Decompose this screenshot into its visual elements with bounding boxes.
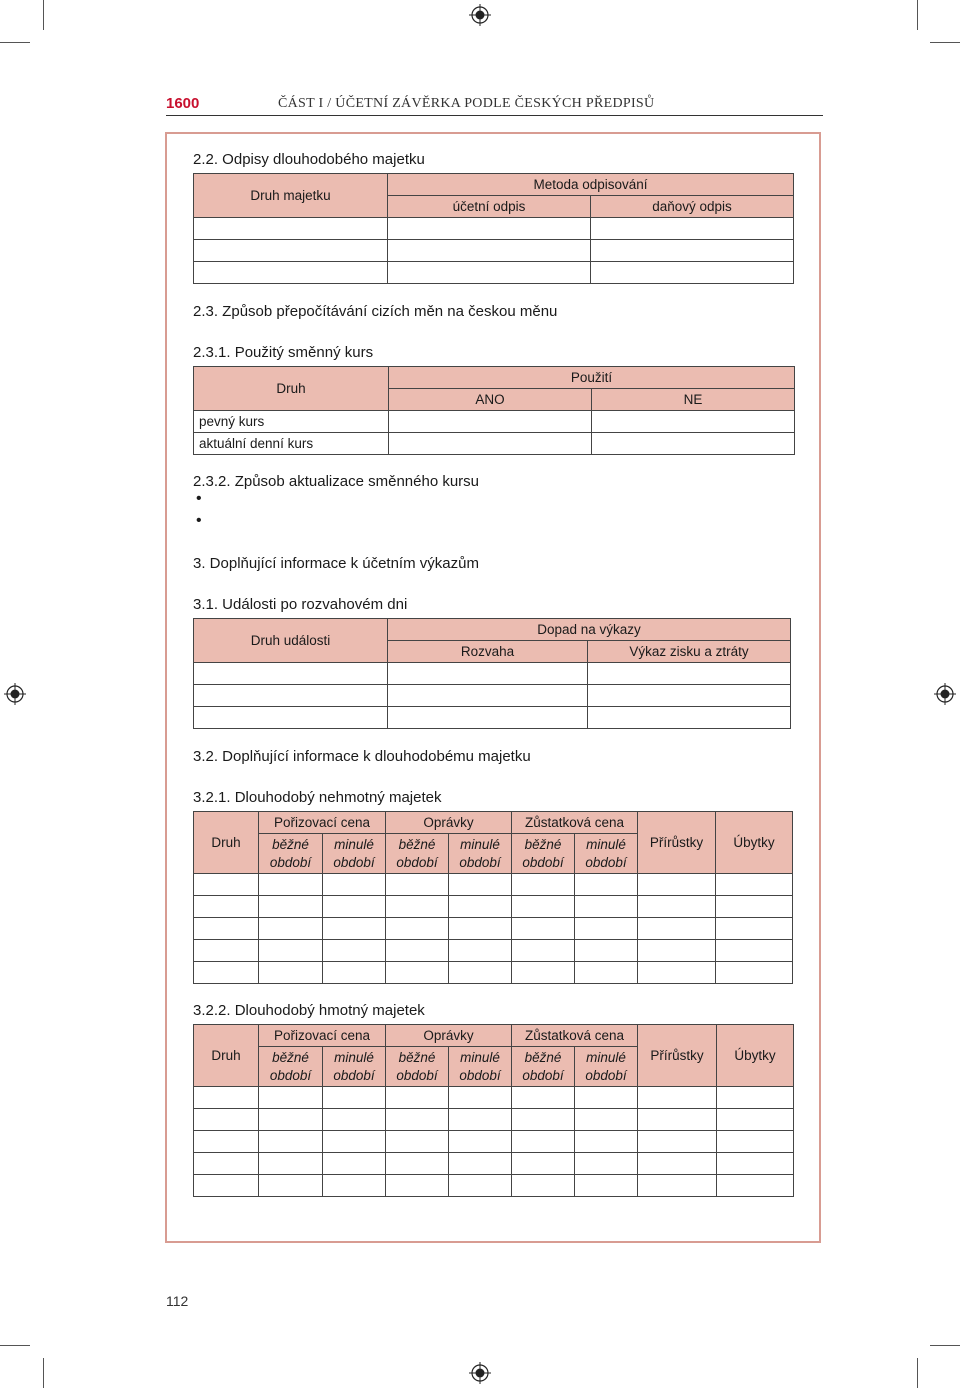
table-cell[interactable]	[323, 874, 386, 896]
table-cell[interactable]	[386, 896, 449, 918]
col-accounting-depreciation: účetní odpis	[388, 196, 591, 218]
table-cell[interactable]	[194, 1153, 259, 1175]
crop-mark	[43, 1358, 44, 1388]
registration-mark-icon	[934, 683, 956, 705]
registration-mark-icon	[4, 683, 26, 705]
crop-mark	[0, 1345, 30, 1346]
table-cell[interactable]	[575, 1109, 638, 1131]
table-cell[interactable]	[591, 218, 794, 240]
heading-2-3-1: 2.3.1. Použitý směnný kurs	[193, 344, 374, 361]
table-cell[interactable]	[638, 874, 716, 896]
col-no: NE	[592, 389, 795, 411]
crop-mark	[43, 0, 44, 30]
table-cell[interactable]	[592, 433, 795, 455]
table-cell[interactable]	[716, 896, 793, 918]
registration-mark-icon	[469, 1362, 491, 1384]
depreciation-table	[193, 173, 794, 284]
heading-3-1: 3.1. Události po rozvahovém dni	[193, 596, 408, 613]
heading-3: 3. Doplňující informace k účetním výkazům	[193, 555, 479, 572]
table-cell[interactable]	[259, 962, 323, 984]
table-cell[interactable]	[386, 940, 449, 962]
table-cell[interactable]	[323, 1109, 386, 1131]
table-cell[interactable]	[716, 940, 793, 962]
table-cell[interactable]	[259, 1153, 323, 1175]
col-decreases: Úbytky	[717, 1025, 794, 1087]
table-cell[interactable]	[194, 896, 259, 918]
col-prior-period: minulé období	[323, 1047, 386, 1087]
col-rate-type: Druh	[194, 367, 389, 411]
table-cell[interactable]	[194, 707, 388, 729]
subsequent-events-table	[193, 618, 791, 729]
table-cell[interactable]	[194, 962, 259, 984]
table-cell[interactable]	[716, 962, 793, 984]
col-depreciation-method: Metoda odpisování	[388, 174, 794, 196]
table-cell[interactable]	[386, 874, 449, 896]
table-cell[interactable]	[449, 1109, 512, 1131]
table-cell[interactable]	[449, 940, 512, 962]
table-cell[interactable]	[638, 962, 716, 984]
table-cell[interactable]	[323, 1175, 386, 1197]
table-cell[interactable]	[259, 1087, 323, 1109]
col-current-period: běžné období	[386, 834, 449, 874]
table-cell[interactable]	[588, 707, 791, 729]
table-cell[interactable]	[389, 411, 592, 433]
table-cell[interactable]	[259, 874, 323, 896]
table-cell[interactable]	[259, 918, 323, 940]
table-cell[interactable]	[194, 1087, 259, 1109]
col-asset-type: Druh majetku	[194, 174, 388, 218]
table-cell[interactable]	[323, 1131, 386, 1153]
table-cell[interactable]	[386, 962, 449, 984]
table-cell[interactable]	[575, 874, 638, 896]
crop-mark	[0, 42, 30, 43]
table-cell[interactable]	[388, 685, 588, 707]
table-cell[interactable]	[259, 1175, 323, 1197]
exchange-rate-table	[193, 366, 795, 455]
table-cell[interactable]	[512, 962, 575, 984]
table-cell[interactable]	[449, 918, 512, 940]
table-cell[interactable]	[717, 1175, 794, 1197]
table-cell[interactable]	[259, 940, 323, 962]
col-usage: Použití	[389, 367, 795, 389]
table-cell[interactable]	[259, 1131, 323, 1153]
table-cell[interactable]	[389, 433, 592, 455]
table-cell[interactable]	[323, 918, 386, 940]
table-cell[interactable]	[388, 262, 591, 284]
table-cell[interactable]	[638, 918, 716, 940]
heading-2-2: 2.2. Odpisy dlouhodobého majetku	[193, 151, 425, 168]
col-prior-period: minulé období	[449, 1047, 512, 1087]
crop-mark	[930, 42, 960, 43]
heading-3-2-2: 3.2.2. Dlouhodobý hmotný majetek	[193, 1002, 425, 1019]
table-cell[interactable]	[575, 896, 638, 918]
table-cell[interactable]	[512, 1153, 575, 1175]
table-cell[interactable]	[575, 918, 638, 940]
table-cell[interactable]	[194, 262, 388, 284]
crop-mark	[930, 1345, 960, 1346]
col-prior-period: minulé období	[323, 834, 386, 874]
table-cell[interactable]	[449, 1131, 512, 1153]
footer-page-number: 112	[166, 1293, 189, 1309]
table-cell[interactable]	[194, 874, 259, 896]
table-cell[interactable]	[259, 896, 323, 918]
table-cell[interactable]	[716, 874, 793, 896]
col-prior-period: minulé období	[575, 1047, 638, 1087]
table-cell[interactable]	[638, 1087, 717, 1109]
tangible-assets-table	[193, 1024, 794, 1197]
heading-2-3-2: 2.3.2. Způsob aktualizace směnného kursu	[193, 473, 480, 490]
table-cell[interactable]	[512, 940, 575, 962]
table-cell[interactable]	[449, 1153, 512, 1175]
col-current-period: běžné období	[512, 834, 575, 874]
crop-mark	[917, 1358, 918, 1388]
col-type: Druh	[194, 1025, 259, 1087]
col-current-period: běžné období	[386, 1047, 449, 1087]
table-cell[interactable]	[194, 940, 259, 962]
table-cell[interactable]	[717, 1153, 794, 1175]
table-cell[interactable]	[717, 1131, 794, 1153]
col-tax-depreciation: daňový odpis	[591, 196, 794, 218]
intangible-assets-table	[193, 811, 793, 984]
table-cell[interactable]	[388, 240, 591, 262]
heading-3-2: 3.2. Doplňující informace k dlouhodobému majetku	[193, 748, 531, 765]
col-yes: ANO	[389, 389, 592, 411]
table-cell[interactable]	[512, 874, 575, 896]
heading-3-2-1: 3.2.1. Dlouhodobý nehmotný majetek	[193, 789, 442, 806]
table-cell[interactable]	[323, 940, 386, 962]
table-cell[interactable]	[194, 1109, 259, 1131]
col-increases: Přírůstky	[638, 1025, 717, 1087]
row-fixed-rate: pevný kurs	[194, 411, 389, 433]
table-cell[interactable]	[386, 1087, 449, 1109]
table-cell[interactable]	[323, 896, 386, 918]
table-cell[interactable]	[449, 962, 512, 984]
col-adjustments: Oprávky	[386, 812, 512, 834]
table-cell[interactable]	[588, 685, 791, 707]
table-cell[interactable]	[194, 240, 388, 262]
col-decreases: Úbytky	[716, 812, 793, 874]
registration-mark-icon	[469, 4, 491, 26]
col-prior-period: minulé období	[575, 834, 638, 874]
table-cell[interactable]	[194, 663, 388, 685]
header-rule	[166, 115, 823, 116]
table-cell[interactable]	[588, 663, 791, 685]
col-profit-loss: Výkaz zisku a ztráty	[588, 641, 791, 663]
table-cell[interactable]	[512, 1131, 575, 1153]
table-cell[interactable]	[194, 1175, 259, 1197]
heading-2-3: 2.3. Způsob přepočítávání cizích měn na českou měnu	[193, 303, 558, 320]
header-title: ČÁST I / ÚČETNÍ ZÁVĚRKA PODLE ČESKÝCH PŘEDPISŮ	[278, 96, 655, 111]
col-current-period: běžné období	[259, 1047, 323, 1087]
table-cell[interactable]	[388, 663, 588, 685]
table-cell[interactable]	[591, 240, 794, 262]
col-increases: Přírůstky	[638, 812, 716, 874]
table-cell[interactable]	[575, 1153, 638, 1175]
col-event-type: Druh události	[194, 619, 388, 663]
table-cell[interactable]	[716, 918, 793, 940]
col-residual-value: Zůstatková cena	[512, 812, 638, 834]
col-current-period: běžné období	[259, 834, 323, 874]
col-statement-impact: Dopad na výkazy	[388, 619, 791, 641]
col-adjustments: Oprávky	[386, 1025, 512, 1047]
table-cell[interactable]	[575, 1175, 638, 1197]
header-page-number: 1600	[166, 95, 200, 112]
col-current-period: běžné období	[512, 1047, 575, 1087]
bullet-icon: •	[196, 490, 202, 507]
table-cell[interactable]	[575, 1087, 638, 1109]
table-cell[interactable]	[575, 1131, 638, 1153]
table-cell[interactable]	[449, 1175, 512, 1197]
table-cell[interactable]	[386, 1131, 449, 1153]
table-cell[interactable]	[591, 262, 794, 284]
col-prior-period: minulé období	[449, 834, 512, 874]
col-balance-sheet: Rozvaha	[388, 641, 588, 663]
table-cell[interactable]	[717, 1087, 794, 1109]
table-cell[interactable]	[638, 1109, 717, 1131]
table-cell[interactable]	[386, 918, 449, 940]
table-cell[interactable]	[512, 1087, 575, 1109]
table-cell[interactable]	[575, 940, 638, 962]
table-cell[interactable]	[323, 1153, 386, 1175]
crop-mark	[917, 0, 918, 30]
col-acquisition-cost: Pořizovací cena	[259, 1025, 386, 1047]
table-cell[interactable]	[592, 411, 795, 433]
col-residual-value: Zůstatková cena	[512, 1025, 638, 1047]
table-cell[interactable]	[388, 707, 588, 729]
table-cell[interactable]	[512, 1175, 575, 1197]
table-cell[interactable]	[638, 896, 716, 918]
table-cell[interactable]	[388, 218, 591, 240]
table-cell[interactable]	[259, 1109, 323, 1131]
table-cell[interactable]	[323, 1087, 386, 1109]
table-cell[interactable]	[194, 918, 259, 940]
table-cell[interactable]	[638, 1175, 717, 1197]
table-cell[interactable]	[512, 896, 575, 918]
table-cell[interactable]	[638, 940, 716, 962]
table-cell[interactable]	[449, 1087, 512, 1109]
table-cell[interactable]	[512, 918, 575, 940]
col-acquisition-cost: Pořizovací cena	[259, 812, 386, 834]
table-cell[interactable]	[638, 1131, 717, 1153]
table-cell[interactable]	[386, 1109, 449, 1131]
table-cell[interactable]	[386, 1175, 449, 1197]
table-cell[interactable]	[194, 685, 388, 707]
table-cell[interactable]	[717, 1109, 794, 1131]
table-cell[interactable]	[449, 874, 512, 896]
table-cell[interactable]	[194, 1131, 259, 1153]
table-cell[interactable]	[638, 1153, 717, 1175]
table-cell[interactable]	[575, 962, 638, 984]
table-cell[interactable]	[323, 962, 386, 984]
table-cell[interactable]	[512, 1109, 575, 1131]
col-type: Druh	[194, 812, 259, 874]
row-daily-rate: aktuální denní kurs	[194, 433, 389, 455]
table-cell[interactable]	[386, 1153, 449, 1175]
table-cell[interactable]	[194, 218, 388, 240]
table-cell[interactable]	[449, 896, 512, 918]
bullet-icon: •	[196, 512, 202, 529]
